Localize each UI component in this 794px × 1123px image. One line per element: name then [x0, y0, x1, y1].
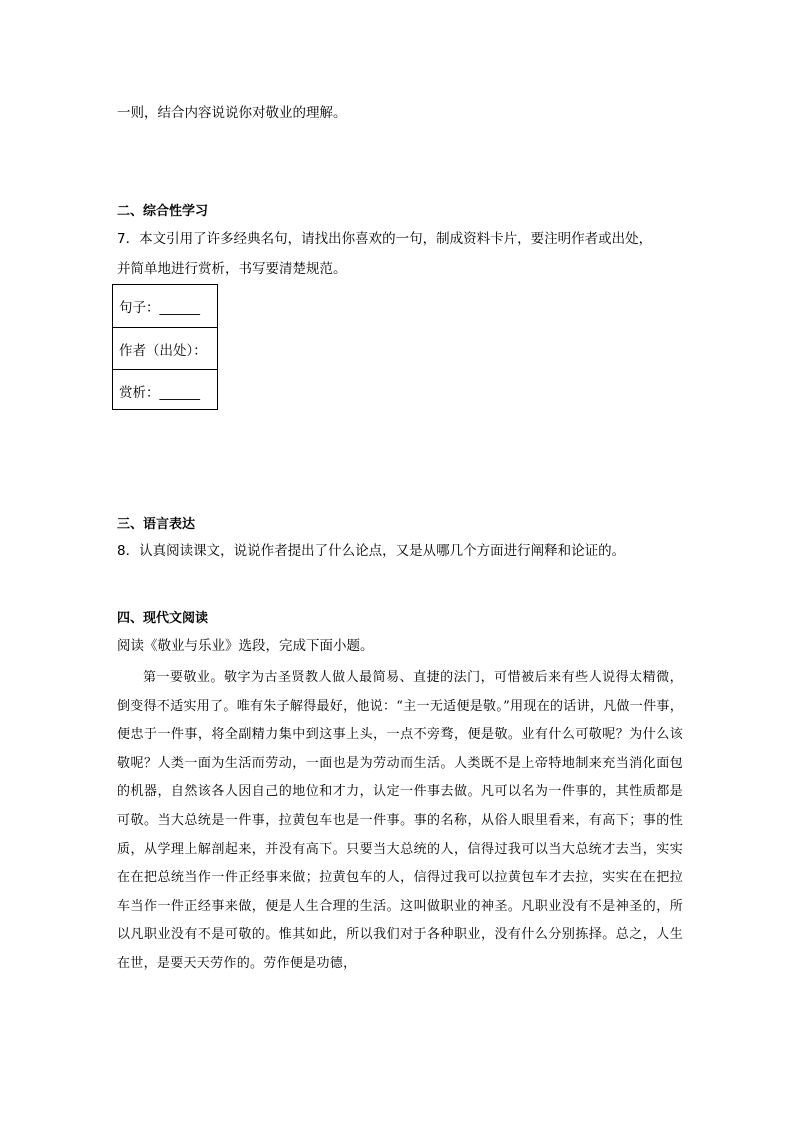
question-7-line-1: 7．本文引用了许多经典名句，请找出你喜欢的一句，制成资料卡片，要注明作者或出处，	[117, 231, 653, 247]
card-row-appreciation	[113, 369, 217, 411]
reading-passage: 第一要敬业。敬字为古圣贤教人做人最简易、直捷的法门，可惜被后来有些人说得太精微，倒变得不适实用了。唯有朱子解得最好，他说：“主一无适便是敬。”用现在的话讲，凡做一件事，便忠于一件事，将全副精力集中到这事上头，一点不旁骛，便是敬。业有什么可敬呢？为什么该敬呢？人类一面为生活而劳动，一面也是为劳动而生活。人类既不是上帝特地制来充当消化面包的机器，自然该各人因自己的地位和才力，认定一件事去做。凡可以名为一件事的，其性质都是可敬。当大总统是一件事，拉黄包车也是一件事。事的名称，从俗人眼里看来，有高下；事的性质，从学理上解剖起来，并没有高下。只要当大总统的人，信得过我可以当大总统才去当，实实在在把总统当作一件正经事来做；拉黄包车的人，信得过我可以拉黄包车才去拉，实实在在把拉车当作一件正经事来做，便是人生合理的生活。这叫做职业的神圣。凡职业没有不是神圣的，所以凡职业没有不是可敬的。惟其如此，所以我们对于各种职业，没有什么分别拣择。总之，人生在世，是要天天劳作的。劳作便是功德，	[117, 670, 683, 971]
question-8: 8．认真阅读课文，说说作者提出了什么论点，又是从哪几个方面进行阐释和论证的。	[117, 543, 626, 559]
card-row-author	[113, 327, 217, 369]
card-row-sentence	[113, 285, 217, 327]
reading-intro: 阅读《敬业与乐业》选段，完成下面小题。	[117, 638, 374, 654]
question-7-line-2: 并简单地进行赏析，书写要清楚规范。	[117, 261, 347, 277]
card-author-label: 作者（出处）：	[119, 342, 207, 359]
info-card-table	[112, 284, 218, 410]
section-2-heading: 二、综合性学习	[117, 204, 209, 219]
section-3-heading: 三、语言表达	[117, 517, 196, 532]
card-appreciation-label: 赏析：______	[119, 384, 200, 401]
question-6-tail: 一则，结合内容说说你对敬业的理解。	[117, 105, 347, 121]
section-4-heading: 四、现代文阅读	[117, 611, 209, 626]
card-sentence-label: 句子：______	[119, 300, 200, 316]
